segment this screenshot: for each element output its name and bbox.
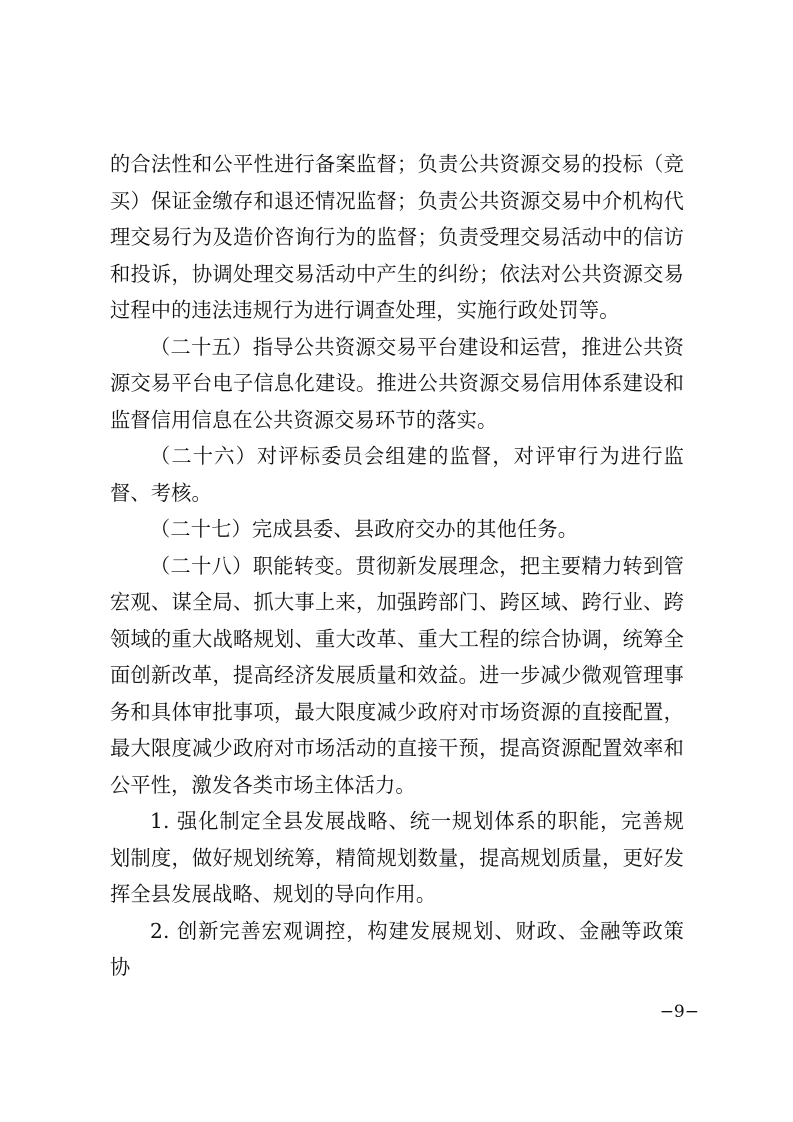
paragraph-subitem-2: 2. 创新完善宏观调控，构建发展规划、财政、金融等政策协 xyxy=(110,918,684,979)
document-body xyxy=(110,146,684,986)
paragraph-item-28: （二十八）职能转变。贯彻新发展理念，把主要精力转到管宏观、谋全局、抓大事上来，加强跨部门、跨区域、跨行业、跨领域的重大战略规划、重大改革、重大工程的综合协调，统筹全面创新改革，提高经济发展质量和效益。进一步减少微观管理事务和具体审批事项，最大限度减少政府对市场资源的直接配置，最大限度减少政府对市场活动的直接干预，提高资源配置效率和公平性，激发各类市场主体活力。 xyxy=(110,553,684,797)
paragraph-item-27: （二十七）完成县委、县政府交办的其他任务。 xyxy=(150,517,579,541)
paragraph-subitem-1: 1. 强化制定全县发展战略、统一规划体系的职能，完善规划制度，做好规划统筹，精简规划数量，提高规划质量，更好发挥全县发展战略、规划的导向作用。 xyxy=(110,809,684,906)
page-number: −9− xyxy=(659,1002,699,1022)
paragraph-item-26: （二十六）对评标委员会组建的监督，对评审行为进行监督、考核。 xyxy=(110,444,684,505)
paragraph-item-25: （二十五）指导公共资源交易平台建设和运营，推进公共资源交易平台电子信息化建设。推进公共资源交易信用体系建设和监督信用信息在公共资源交易环节的落实。 xyxy=(110,334,684,432)
paragraph-continuation: 的合法性和公平性进行备案监督；负责公共资源交易的投标（竞买）保证金缴存和退还情况监督；负责公共资源交易中介机构代理交易行为及造价咨询行为的监督；负责受理交易活动中的信访和投诉，协调处理交易活动中产生的纠纷；依法对公共资源交易过程中的违法违规行为进行调查处理，实施行政处罚等。 xyxy=(110,152,684,322)
